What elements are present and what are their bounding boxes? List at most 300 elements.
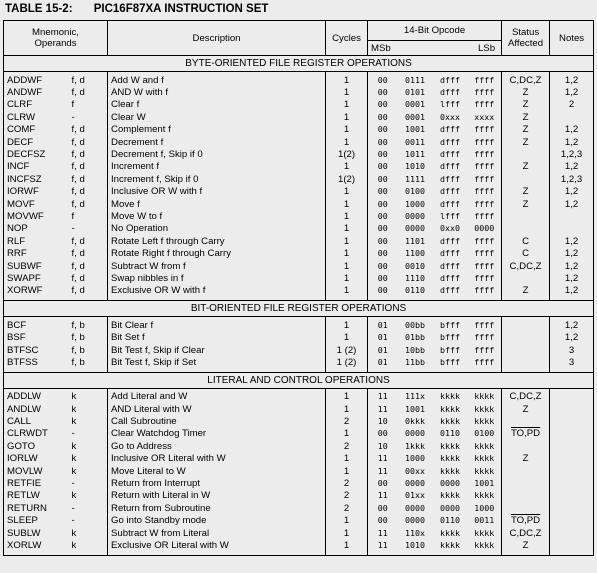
opcode-lsb-cell: ffff bbox=[474, 319, 495, 330]
opcode-bits-cell: dfff bbox=[440, 124, 460, 135]
mnemonic-cell: SUBWF bbox=[4, 260, 68, 272]
status-affected-cell: Z bbox=[502, 403, 550, 415]
opcode-lsb-cell: kkkk bbox=[474, 490, 495, 501]
status-affected-cell: C,DC,Z bbox=[502, 72, 550, 87]
opcode-bits-cell: 0110 bbox=[440, 515, 460, 526]
description-cell: No Operation bbox=[108, 223, 326, 235]
opcode-bits-cell: 0000 bbox=[440, 502, 460, 513]
opcode-msb-cell: 00 bbox=[368, 136, 398, 148]
opcode-bits-cell: 0111 bbox=[405, 74, 425, 85]
opcode-lsb-cell: ffff bbox=[474, 235, 495, 246]
status-affected-cell: TO,PD bbox=[502, 515, 550, 527]
instruction-row bbox=[4, 440, 594, 452]
cycles-cell: 1 bbox=[326, 111, 368, 123]
mnemonic-cell: RETURN bbox=[4, 502, 68, 514]
cycles-cell: 1 bbox=[326, 86, 368, 98]
opcode-msb-cell: 11 bbox=[368, 388, 398, 403]
notes-cell: 1,2 bbox=[550, 124, 594, 136]
opcode-bits-cell: 1101 bbox=[405, 235, 425, 246]
status-affected-cell: Z bbox=[502, 161, 550, 173]
operands-cell: k bbox=[71, 465, 77, 477]
description-cell: Return from Subroutine bbox=[108, 502, 326, 514]
operands-cell: f, d bbox=[71, 74, 85, 86]
lsb-header: LSb bbox=[433, 41, 502, 56]
notes-cell bbox=[550, 465, 594, 477]
notes-cell bbox=[550, 210, 594, 222]
table-caption bbox=[5, 3, 268, 15]
status-affected-cell: C,DC,Z bbox=[502, 527, 550, 539]
opcode-msb-cell: 00 bbox=[368, 99, 398, 111]
status-affected-cell bbox=[502, 490, 550, 502]
opcode-lsb-cell: 1001 bbox=[474, 478, 495, 489]
section-title: BYTE-ORIENTED FILE REGISTER OPERATIONS bbox=[4, 56, 594, 72]
status-affected-cell bbox=[502, 331, 550, 343]
opcode-lsb-cell: 0000 bbox=[474, 223, 495, 234]
opcode-bits-cell: 1kkk bbox=[405, 440, 425, 451]
opcode-bits-cell: kkkk bbox=[440, 527, 460, 538]
mnemonic-cell: CLRF bbox=[4, 99, 68, 111]
opcode-bits-cell: dfff bbox=[440, 186, 460, 197]
operands-cell: - bbox=[71, 478, 75, 490]
opcode-bits-cell: dfff bbox=[440, 173, 460, 184]
opcode-bits-cell: lfff bbox=[440, 210, 460, 221]
cycles-cell: 2 bbox=[326, 490, 368, 502]
opcode-bits-cell: 0110 bbox=[440, 428, 460, 439]
instruction-row bbox=[4, 186, 594, 198]
status-affected-cell bbox=[502, 173, 550, 185]
opcode-msb-cell: 10 bbox=[368, 415, 398, 427]
opcode-lsb-cell: ffff bbox=[474, 210, 495, 221]
opcode-bits-cell: 0000 bbox=[440, 478, 460, 489]
instruction-row bbox=[4, 173, 594, 185]
operands-cell: f, d bbox=[71, 198, 85, 210]
opcode-bits-cell: 01xx bbox=[405, 490, 425, 501]
status-header-line1: Status bbox=[511, 27, 540, 38]
opcode-bits-cell: bfff bbox=[440, 332, 460, 343]
instruction-row bbox=[4, 465, 594, 477]
notes-cell: 1,2 bbox=[550, 235, 594, 247]
instruction-row bbox=[4, 502, 594, 514]
opcode-msb-cell: 11 bbox=[368, 465, 398, 477]
instruction-row bbox=[4, 428, 594, 440]
opcode-msb-cell: 00 bbox=[368, 223, 398, 235]
status-affected-cell bbox=[502, 415, 550, 427]
mnemonic-cell: XORWF bbox=[4, 285, 68, 301]
operands-cell: k bbox=[71, 416, 77, 428]
operands-cell: - bbox=[71, 428, 75, 440]
status-affected-cell bbox=[502, 210, 550, 222]
operands-cell: k bbox=[71, 391, 77, 403]
cycles-cell: 1 bbox=[326, 331, 368, 343]
mnemonic-cell: IORLW bbox=[4, 453, 68, 465]
operands-cell: f, d bbox=[71, 186, 85, 198]
operands-cell: - bbox=[71, 111, 75, 123]
opcode-bits-cell: 0001 bbox=[405, 111, 425, 122]
status-affected-cell: Z bbox=[502, 99, 550, 111]
opcode-lsb-cell: ffff bbox=[474, 332, 495, 343]
opcode-bits-cell: dfff bbox=[440, 235, 460, 246]
description-cell: Move Literal to W bbox=[108, 465, 326, 477]
cycles-cell: 1 bbox=[326, 186, 368, 198]
mnemonic-cell: RETLW bbox=[4, 490, 68, 502]
table-title: PIC16F87XA INSTRUCTION SET bbox=[93, 3, 269, 15]
description-cell: Exclusive OR Literal with W bbox=[108, 539, 326, 555]
opcode-bits-cell: 11bb bbox=[405, 356, 425, 367]
operands-cell: - bbox=[71, 515, 75, 527]
section-title: LITERAL AND CONTROL OPERATIONS bbox=[4, 372, 594, 388]
opcode-lsb-cell: kkkk bbox=[474, 391, 495, 402]
instruction-row bbox=[4, 72, 594, 87]
cycles-cell: 1 bbox=[326, 136, 368, 148]
instruction-row bbox=[4, 210, 594, 222]
mnemonic-cell: BTFSS bbox=[4, 356, 68, 372]
instruction-set-table bbox=[3, 20, 594, 556]
section-title: BIT-ORIENTED FILE REGISTER OPERATIONS bbox=[4, 301, 594, 317]
opcode-bits-cell: 110x bbox=[405, 527, 425, 538]
instruction-row bbox=[4, 260, 594, 272]
opcode-lsb-cell: ffff bbox=[474, 124, 495, 135]
description-cell: Add W and f bbox=[108, 72, 326, 87]
operands-cell: k bbox=[68, 539, 108, 555]
opcode-msb-cell: 00 bbox=[368, 198, 398, 210]
description-cell: Inclusive OR W with f bbox=[108, 186, 326, 198]
opcode-bits-cell: 1001 bbox=[405, 124, 425, 135]
instruction-row bbox=[4, 272, 594, 284]
description-cell: Subtract W from f bbox=[108, 260, 326, 272]
instruction-row bbox=[4, 223, 594, 235]
status-affected-cell: Z bbox=[502, 285, 550, 301]
opcode-msb-cell: 00 bbox=[368, 260, 398, 272]
operands-cell: f, b bbox=[71, 332, 85, 344]
cycles-cell: 1(2) bbox=[326, 173, 368, 185]
mnemonic-cell: CLRWDT bbox=[4, 428, 68, 440]
mnemonic-cell: BTFSC bbox=[4, 344, 68, 356]
description-cell: Increment f bbox=[108, 161, 326, 173]
opcode-bits-cell: 111x bbox=[405, 391, 425, 402]
opcode-lsb-cell: ffff bbox=[474, 87, 495, 98]
table-number: TABLE 15-2: bbox=[5, 3, 73, 15]
mnemonic-cell: RLF bbox=[4, 235, 68, 247]
operands-cell: k bbox=[71, 440, 77, 452]
status-affected-cell: TO,PD bbox=[502, 428, 550, 440]
instruction-row bbox=[4, 415, 594, 427]
cycles-cell: 1 bbox=[326, 428, 368, 440]
status-affected-cell bbox=[502, 344, 550, 356]
opcode-lsb-cell: ffff bbox=[474, 285, 495, 296]
notes-cell: 1,2,3 bbox=[550, 173, 594, 185]
notes-cell: 3 bbox=[550, 356, 594, 372]
cycles-cell: 1 bbox=[326, 539, 368, 555]
notes-header: Notes bbox=[550, 21, 594, 56]
opcode-bits-cell: 00bb bbox=[405, 319, 425, 330]
opcode-msb-cell: 00 bbox=[368, 210, 398, 222]
operands-cell: k bbox=[71, 453, 77, 465]
description-cell: Inclusive OR Literal with W bbox=[108, 453, 326, 465]
description-cell: Clear W bbox=[108, 111, 326, 123]
operands-cell: f, d bbox=[71, 87, 85, 99]
opcode-lsb-cell: kkkk bbox=[474, 403, 495, 414]
opcode-bits-cell: kkkk bbox=[433, 539, 468, 555]
opcode-lsb-cell: ffff bbox=[474, 186, 495, 197]
notes-cell bbox=[550, 527, 594, 539]
opcode-bits-cell: dfff bbox=[440, 272, 460, 283]
notes-cell bbox=[550, 440, 594, 452]
notes-cell: 1,2 bbox=[550, 186, 594, 198]
opcode-bits-cell: lfff bbox=[440, 99, 460, 110]
opcode-bits-cell: dfff bbox=[440, 198, 460, 209]
status-affected-cell: C bbox=[502, 235, 550, 247]
operands-cell: f, d bbox=[71, 161, 85, 173]
mnemonic-cell: MOVLW bbox=[4, 465, 68, 477]
instruction-row bbox=[4, 453, 594, 465]
notes-cell bbox=[550, 111, 594, 123]
mnemonic-cell: RETFIE bbox=[4, 477, 68, 489]
mnemonic-operands-header bbox=[4, 21, 108, 56]
opcode-bits-cell: 1111 bbox=[405, 173, 425, 184]
operands-cell: - bbox=[71, 502, 75, 514]
opcode-bits-cell: 0110 bbox=[405, 285, 425, 296]
opcode-bits-cell: dfff bbox=[440, 285, 460, 296]
notes-cell bbox=[550, 502, 594, 514]
mnemonic-cell: COMF bbox=[4, 124, 68, 136]
mnemonic-cell: IORWF bbox=[4, 186, 68, 198]
opcode-bits-cell: 1010 bbox=[405, 161, 425, 172]
status-affected-cell: Z bbox=[502, 136, 550, 148]
description-cell: Bit Clear f bbox=[108, 317, 326, 332]
description-cell: Move f bbox=[108, 198, 326, 210]
opcode-msb-cell: 00 bbox=[368, 502, 398, 514]
description-cell: Rotate Right f through Carry bbox=[108, 247, 326, 259]
opcode-lsb-cell: 0011 bbox=[474, 515, 495, 526]
cycles-cell: 1 bbox=[326, 161, 368, 173]
opcode-bits-cell: 0kkk bbox=[405, 416, 425, 427]
notes-cell: 1,2 bbox=[550, 317, 594, 332]
operands-cell: f, d bbox=[71, 149, 85, 161]
mnemonic-cell: GOTO bbox=[4, 440, 68, 452]
mnemonic-cell: INCFSZ bbox=[4, 173, 68, 185]
opcode-lsb-cell: ffff bbox=[474, 173, 495, 184]
description-cell: Rotate Left f through Carry bbox=[108, 235, 326, 247]
status-affected-cell: Z bbox=[502, 539, 550, 555]
operands-cell: f bbox=[71, 99, 75, 111]
notes-cell bbox=[550, 428, 594, 440]
opcode-msb-cell: 11 bbox=[368, 490, 398, 502]
instruction-row bbox=[4, 86, 594, 98]
opcode-msb-cell: 10 bbox=[368, 440, 398, 452]
status-affected-cell: Z bbox=[502, 453, 550, 465]
opcode-lsb-cell: ffff bbox=[474, 198, 495, 209]
opcode-msb-cell: 00 bbox=[368, 124, 398, 136]
notes-cell: 1,2,3 bbox=[550, 148, 594, 160]
notes-cell bbox=[550, 403, 594, 415]
opcode-msb-cell: 00 bbox=[368, 515, 398, 527]
mnemonic-cell: BCF bbox=[4, 317, 68, 332]
opcode-bits-cell: 0000 bbox=[405, 478, 425, 489]
opcode-bits-cell: 0000 bbox=[405, 515, 425, 526]
description-cell: AND W with f bbox=[108, 86, 326, 98]
description-cell: Bit Test f, Skip if Clear bbox=[108, 344, 326, 356]
instruction-row bbox=[4, 235, 594, 247]
cycles-cell: 1 bbox=[326, 72, 368, 87]
description-cell: Decrement f bbox=[108, 136, 326, 148]
opcode-msb-cell: 01 bbox=[368, 331, 398, 343]
opcode-bits-cell: 0001 bbox=[405, 99, 425, 110]
cycles-cell: 1 bbox=[326, 515, 368, 527]
opcode-bits-cell: 0100 bbox=[405, 186, 425, 197]
description-header: Description bbox=[108, 21, 326, 56]
notes-cell: 1,2 bbox=[550, 72, 594, 87]
opcode-msb-cell: 00 bbox=[368, 186, 398, 198]
opcode-bits-cell: 0xx0 bbox=[440, 223, 460, 234]
instruction-row bbox=[4, 136, 594, 148]
instruction-row bbox=[4, 99, 594, 111]
opcode-bits-cell: 01bb bbox=[405, 332, 425, 343]
description-cell: Swap nibbles in f bbox=[108, 272, 326, 284]
opcode-lsb-cell: 1000 bbox=[474, 502, 495, 513]
mnemonic-cell: NOP bbox=[4, 223, 68, 235]
opcode-lsb-cell: kkkk bbox=[474, 440, 495, 451]
mnemonic-cell: BSF bbox=[4, 331, 68, 343]
instruction-row bbox=[4, 515, 594, 527]
opcode-bits-cell: dfff bbox=[440, 74, 460, 85]
opcode-bits-cell: bfff bbox=[440, 319, 460, 330]
status-affected-cell: Z bbox=[502, 198, 550, 210]
opcode-msb-cell: 11 bbox=[368, 527, 398, 539]
cycles-cell: 1 bbox=[326, 235, 368, 247]
operands-cell: f, d bbox=[71, 235, 85, 247]
opcode-bits-cell: 00xx bbox=[405, 465, 425, 476]
cycles-cell: 1 bbox=[326, 403, 368, 415]
cycles-cell: 1 (2) bbox=[326, 344, 368, 356]
opcode-msb-cell: 00 bbox=[368, 111, 398, 123]
cycles-cell: 1 bbox=[326, 465, 368, 477]
status-affected-cell bbox=[502, 465, 550, 477]
notes-cell: 1,2 bbox=[550, 285, 594, 301]
opcode-bits-cell: 1000 bbox=[405, 453, 425, 464]
operands-cell: k bbox=[71, 403, 77, 415]
status-affected-cell: Z bbox=[502, 111, 550, 123]
opcode-msb-cell: 01 bbox=[368, 344, 398, 356]
operands-cell: f, d bbox=[71, 248, 85, 260]
cycles-cell: 2 bbox=[326, 502, 368, 514]
description-cell: Bit Test f, Skip if Set bbox=[108, 356, 326, 372]
status-affected-cell: Z bbox=[502, 186, 550, 198]
opcode-bits-cell: 1100 bbox=[405, 248, 425, 259]
opcode-bits-cell: 1110 bbox=[405, 272, 425, 283]
opcode-header: 14-Bit Opcode bbox=[368, 21, 502, 41]
instruction-row bbox=[4, 124, 594, 136]
opcode-lsb-cell: ffff bbox=[474, 260, 495, 271]
notes-cell bbox=[550, 388, 594, 403]
operands-cell: f bbox=[71, 210, 75, 222]
description-cell: Complement f bbox=[108, 124, 326, 136]
operands-cell: - bbox=[71, 223, 75, 235]
notes-cell bbox=[550, 223, 594, 235]
instruction-row bbox=[4, 403, 594, 415]
notes-cell: 1,2 bbox=[550, 136, 594, 148]
operands-cell: f, d bbox=[71, 285, 85, 297]
mnemonic-cell: XORLW bbox=[4, 539, 68, 555]
opcode-bits-cell: 10bb bbox=[405, 344, 425, 355]
operands-cell: f, d bbox=[71, 136, 85, 148]
mnemonic-cell: CALL bbox=[4, 415, 68, 427]
cycles-cell: 1 (2) bbox=[326, 356, 368, 372]
instruction-row bbox=[4, 490, 594, 502]
opcode-msb-cell: 00 bbox=[368, 173, 398, 185]
description-cell: AND Literal with W bbox=[108, 403, 326, 415]
opcode-lsb-cell: ffff bbox=[474, 356, 495, 367]
opcode-lsb-cell: ffff bbox=[474, 74, 495, 85]
opcode-bits-cell: 1000 bbox=[405, 198, 425, 209]
status-affected-cell: C,DC,Z bbox=[502, 260, 550, 272]
opcode-msb-cell: 01 bbox=[368, 356, 398, 372]
instruction-row bbox=[4, 148, 594, 160]
status-header bbox=[502, 21, 550, 56]
operands-cell: f, d bbox=[71, 260, 85, 272]
opcode-bits-cell: 0xxx bbox=[440, 111, 460, 122]
status-affected-cell: C,DC,Z bbox=[502, 388, 550, 403]
opcode-lsb-cell: ffff bbox=[474, 161, 495, 172]
mnemonic-cell: MOVF bbox=[4, 198, 68, 210]
opcode-lsb-cell: ffff bbox=[474, 344, 495, 355]
msb-header: MSb bbox=[368, 41, 433, 56]
opcode-lsb-cell: kkkk bbox=[474, 465, 495, 476]
status-affected-cell bbox=[502, 502, 550, 514]
opcode-bits-cell: dfff bbox=[440, 136, 460, 147]
mnemonic-cell: SLEEP bbox=[4, 515, 68, 527]
opcode-msb-cell: 00 bbox=[368, 428, 398, 440]
notes-cell bbox=[550, 453, 594, 465]
cycles-cell: 1 bbox=[326, 124, 368, 136]
cycles-cell: 1 bbox=[326, 388, 368, 403]
mnemonic-header-line1: Mnemonic, bbox=[32, 27, 79, 38]
opcode-msb-cell: 00 bbox=[368, 161, 398, 173]
notes-cell: 1,2 bbox=[550, 272, 594, 284]
notes-cell bbox=[550, 515, 594, 527]
status-affected-cell bbox=[502, 223, 550, 235]
operands-cell: f, b bbox=[71, 344, 85, 356]
description-cell: Bit Set f bbox=[108, 331, 326, 343]
cycles-cell: 2 bbox=[326, 415, 368, 427]
operands-cell: f, b bbox=[71, 319, 85, 331]
notes-cell bbox=[550, 539, 594, 555]
status-affected-cell: Z bbox=[502, 86, 550, 98]
opcode-bits-cell: dfff bbox=[440, 149, 460, 160]
mnemonic-cell: DECFSZ bbox=[4, 148, 68, 160]
instruction-row bbox=[4, 198, 594, 210]
description-cell: Return from Interrupt bbox=[108, 477, 326, 489]
opcode-bits-cell: 0000 bbox=[405, 223, 425, 234]
opcode-bits-cell: kkkk bbox=[440, 465, 460, 476]
notes-cell: 3 bbox=[550, 344, 594, 356]
description-cell: Add Literal and W bbox=[108, 388, 326, 403]
instruction-row bbox=[4, 161, 594, 173]
opcode-bits-cell: kkkk bbox=[440, 490, 460, 501]
mnemonic-cell: SWAPF bbox=[4, 272, 68, 284]
notes-cell bbox=[550, 477, 594, 489]
opcode-msb-cell: 00 bbox=[368, 272, 398, 284]
cycles-cell: 1 bbox=[326, 453, 368, 465]
description-cell: Decrement f, Skip if 0 bbox=[108, 148, 326, 160]
opcode-bits-cell: dfff bbox=[440, 260, 460, 271]
opcode-bits-cell: 0011 bbox=[405, 136, 425, 147]
opcode-lsb-cell: ffff bbox=[474, 272, 495, 283]
opcode-bits-cell: 0000 bbox=[405, 428, 425, 439]
opcode-bits-cell: dfff bbox=[440, 161, 460, 172]
opcode-bits-cell: 0010 bbox=[405, 260, 425, 271]
opcode-lsb-cell: kkkk bbox=[474, 527, 495, 538]
description-cell: Increment f, Skip if 0 bbox=[108, 173, 326, 185]
